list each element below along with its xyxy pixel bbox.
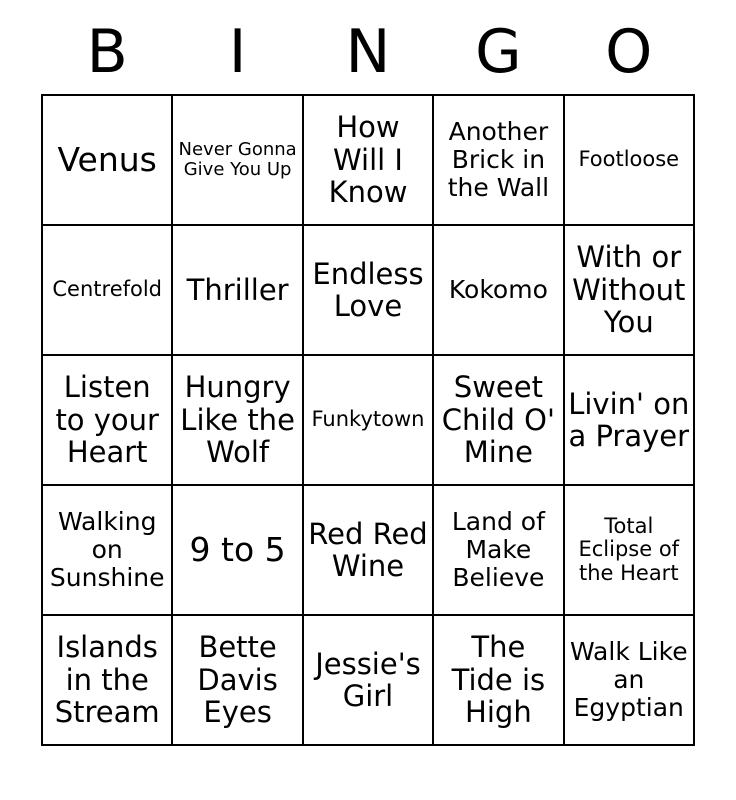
bingo-cell[interactable]: Never Gonna Give You Up [172,95,302,225]
bingo-grid [41,94,695,746]
bingo-cell[interactable]: Walking on Sunshine [42,485,172,615]
bingo-cell[interactable]: Sweet Child O' Mine [433,355,563,485]
bingo-cell[interactable]: Total Eclipse of the Heart [564,485,694,615]
bingo-cell[interactable]: Walk Like an Egyptian [564,615,694,745]
header-letter-o: O [605,17,653,87]
bingo-row [42,615,694,745]
bingo-cell[interactable]: Islands in the Stream [42,615,172,745]
bingo-row [42,95,694,225]
bingo-cell[interactable]: Venus [42,95,172,225]
bingo-cell[interactable]: How Will I Know [303,95,433,225]
bingo-cell[interactable]: 9 to 5 [172,485,302,615]
bingo-cell[interactable]: Funkytown [303,355,433,485]
bingo-cell[interactable]: Jessie's Girl [303,615,433,745]
bingo-cell[interactable]: The Tide is High [433,615,563,745]
bingo-cell[interactable]: Centrefold [42,225,172,355]
bingo-cell[interactable]: Kokomo [433,225,563,355]
bingo-cell[interactable]: Thriller [172,225,302,355]
bingo-cell[interactable]: Footloose [564,95,694,225]
header-letter-i: I [228,17,247,87]
bingo-cell[interactable]: Listen to your Heart [42,355,172,485]
bingo-cell[interactable]: Red Red Wine [303,485,433,615]
bingo-cell[interactable]: Endless Love [303,225,433,355]
bingo-row [42,485,694,615]
bingo-cell[interactable]: Another Brick in the Wall [433,95,563,225]
bingo-row [42,355,694,485]
bingo-cell[interactable]: Land of Make Believe [433,485,563,615]
bingo-cell[interactable]: Hungry Like the Wolf [172,355,302,485]
bingo-row [42,225,694,355]
bingo-cell[interactable]: Bette Davis Eyes [172,615,302,745]
bingo-cell[interactable]: With or Without You [564,225,694,355]
bingo-header [42,16,694,88]
header-letter-n: N [345,17,391,87]
header-letter-b: B [86,17,128,87]
bingo-cell[interactable]: Livin' on a Prayer [564,355,694,485]
header-letter-g: G [475,17,522,87]
